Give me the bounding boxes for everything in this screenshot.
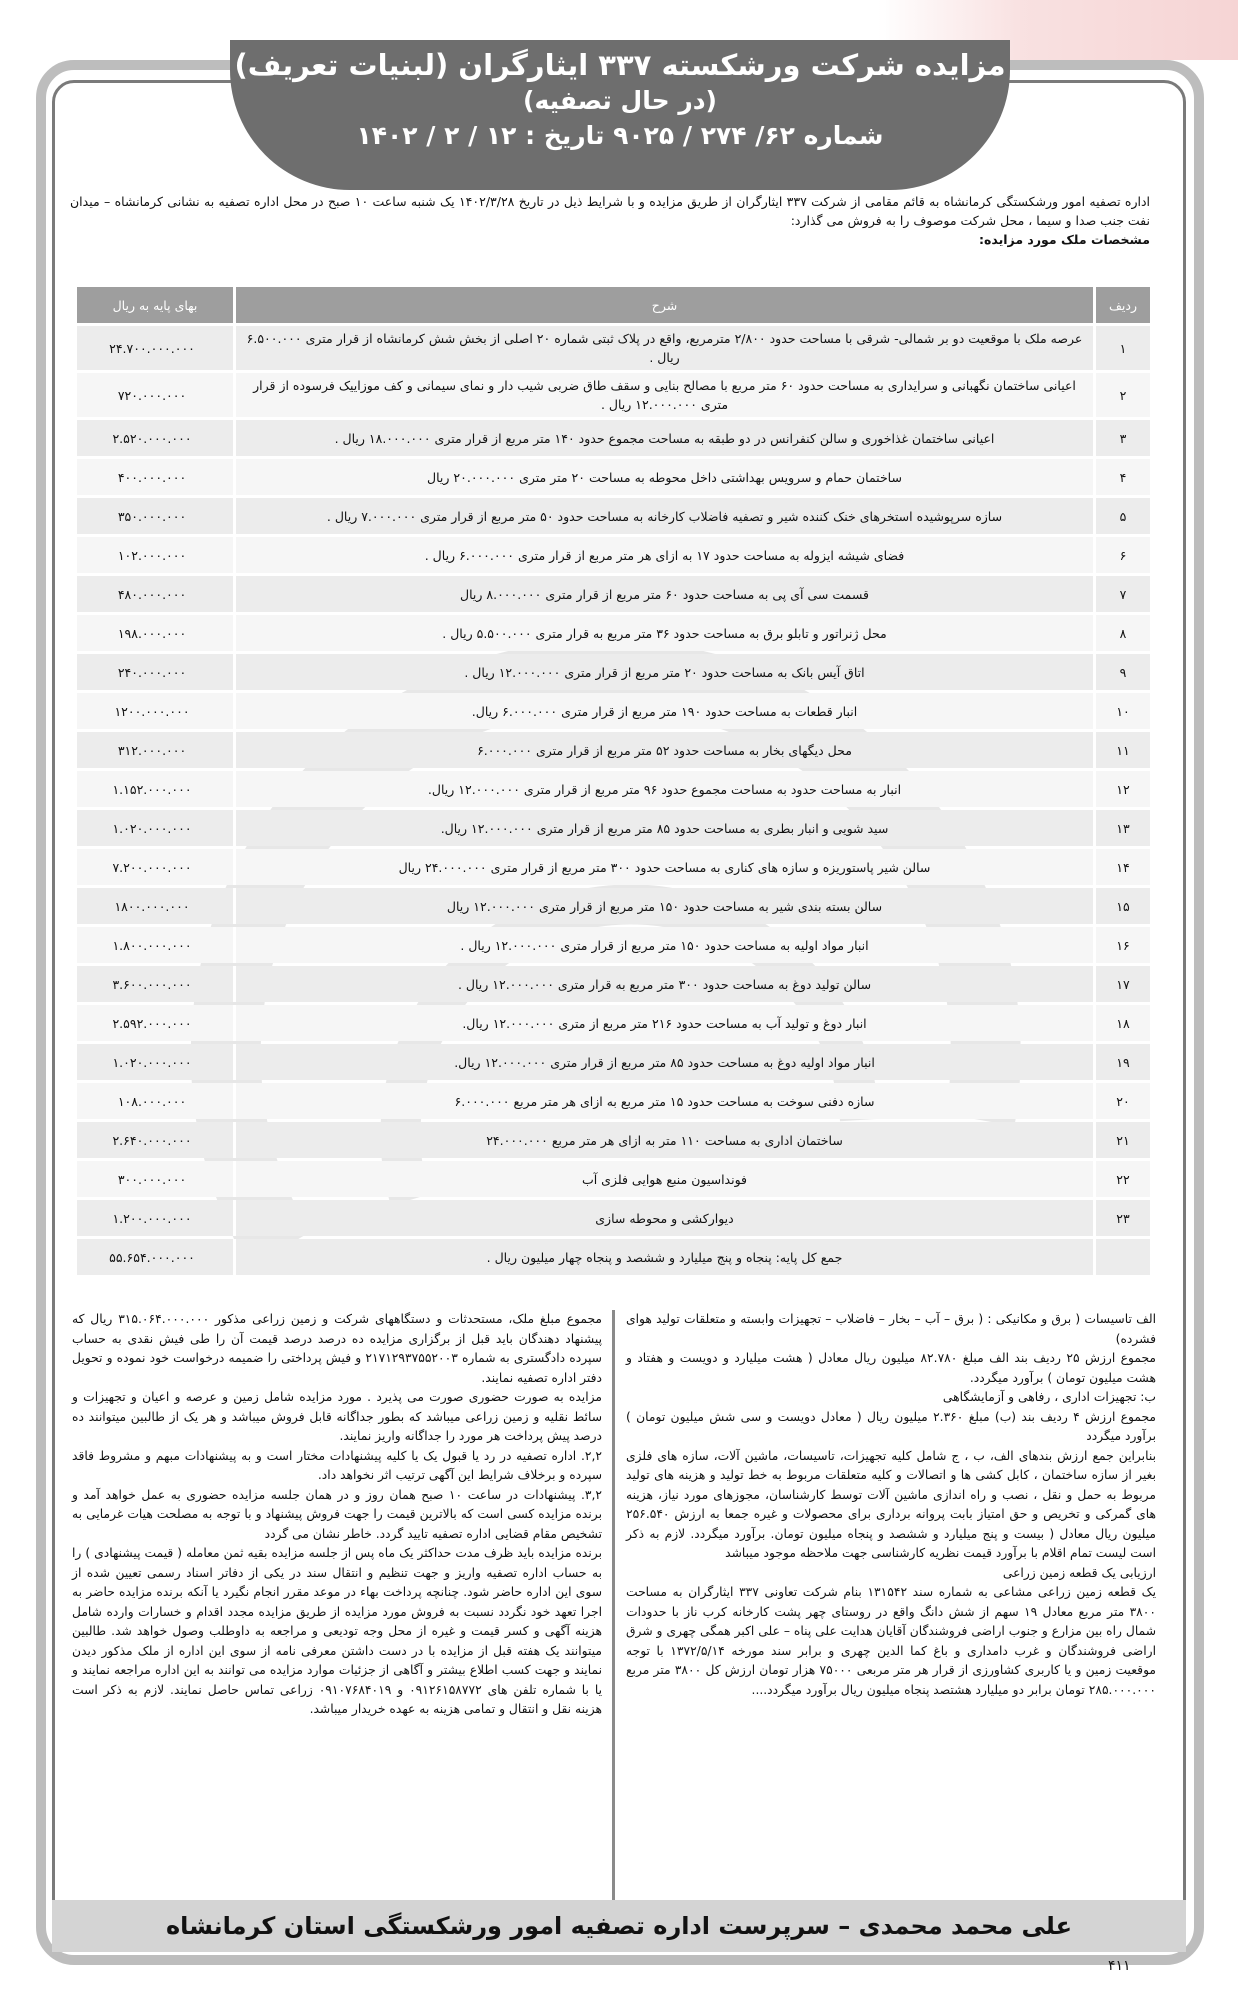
total-price: ۵۵.۶۵۴.۰۰۰.۰۰۰ bbox=[74, 1239, 233, 1275]
row-description: محل ژنراتور و تابلو برق به مساحت حدود ۳۶ متر مربع به قرار متری ۵.۵۰۰.۰۰۰ ریال . bbox=[233, 615, 1093, 651]
row-number: ۵ bbox=[1093, 498, 1150, 534]
table-row bbox=[74, 576, 1150, 612]
row-description: اعیانی ساختمان نگهبانی و سرایداری به مساحت حدود ۶۰ متر مربع با مصالح بنایی و سقف طاق ضربی شیب دار و نمای سیمانی و کف موزاییک فرسوده از قرار متری ۱۲.۰۰۰.۰۰۰ ریال . bbox=[233, 373, 1093, 417]
row-base-price: ۲۴.۷۰۰.۰۰۰.۰۰۰ bbox=[74, 326, 233, 370]
paragraph: مجموع ارزش ۲۵ ردیف بند الف مبلغ ۸۲.۷۸۰ میلیون ریال معادل ( هشت میلیارد و دویست و هفتاد و هشت میلیون تومان ) برآورد میگردد. bbox=[626, 1351, 1156, 1385]
table-row bbox=[74, 693, 1150, 729]
total-empty-cell bbox=[1093, 1239, 1150, 1275]
row-description: انبار قطعات به مساحت حدود ۱۹۰ متر مربع از قرار متری ۶.۰۰۰.۰۰۰ ریال. bbox=[233, 693, 1093, 729]
row-number: ۱ bbox=[1093, 326, 1150, 370]
row-base-price: ۱۹۸.۰۰۰.۰۰۰ bbox=[74, 615, 233, 651]
paragraph: مجموع ارزش ۴ ردیف بند (ب) مبلغ ۲.۳۶۰ میلیون ریال ( معادل دویست و سی شش میلیون تومان ) برآورد میگردد bbox=[626, 1409, 1156, 1443]
paragraph: بنابراین جمع ارزش بندهای الف، ب ، ج شامل کلیه تجهیزات، تاسیسات، ماشین آلات، سازه های فلزی بغیر از سازه ساختمان ، کابل کشی ها و اتصالات و کلیه متعلقات مربوط به خط تولید و هزینه های تولید مربوط به حمل و نقل ، نصب و راه اندازی ماشین آلات توسط کارشناسان، مجوزهای مورد نیاز، هزینه های گمرکی و تخریص و حق امتیاز بابت پروانه برداری برای محصولات و غیره جمعا به ارزش ۲۵۶.۵۴۰ میلیون ریال معادل ( بیست و پنج میلیارد و ششصد و پنجاه میلیون تومان. برآورد میگردد. لازم به ذکر است لیست تمام اقلام با برآورد قیمت نظریه کارشناسی جهت ملاحظه موجود میباشد bbox=[626, 1448, 1156, 1560]
header-base-price: بهای پایه به ریال bbox=[74, 287, 233, 323]
row-number: ۱۰ bbox=[1093, 693, 1150, 729]
row-description: قسمت سی آی پی به مساحت حدود ۶۰ متر مربع از قرار متری ۸.۰۰۰.۰۰۰ ریال bbox=[233, 576, 1093, 612]
table-row bbox=[74, 459, 1150, 495]
row-number: ۲۰ bbox=[1093, 1083, 1150, 1119]
table-row bbox=[74, 1122, 1150, 1158]
table-row bbox=[74, 1161, 1150, 1197]
row-base-price: ۱۲۰۰.۰۰۰.۰۰۰ bbox=[74, 693, 233, 729]
table-row bbox=[74, 1200, 1150, 1236]
row-number: ۲۱ bbox=[1093, 1122, 1150, 1158]
row-description: سید شویی و انبار بطری به مساحت حدود ۸۵ متر مربع از قرار متری ۱۲.۰۰۰.۰۰۰ ریال. bbox=[233, 810, 1093, 846]
row-number: ۲۲ bbox=[1093, 1161, 1150, 1197]
paragraph: مجموع مبلغ ملک، مستحدثات و دستگاههای شرکت و زمین زراعی مذکور ۳۱۵.۰۶۴.۰۰۰.۰۰۰ ریال که پیشنهاد دهندگان باید قبل از برگزاری مزایده ده درصد درصد قیمت آن را طی فیش نقدی به حساب سپرده دادگستری به شماره ۲۱۷۱۲۹۳۷۵۵۲۰۰۳ و فیش پرداختی را ضمیمه درخواست خود نموده و تحویل دفتر اداره تصفیه نمایند. bbox=[72, 1312, 602, 1385]
table-row bbox=[74, 326, 1150, 370]
column-divider bbox=[612, 1310, 615, 1900]
row-description: انبار دوغ و تولید آب به مساحت حدود ۲۱۶ متر مربع از متری ۱۲.۰۰۰.۰۰۰ ریال. bbox=[233, 1005, 1093, 1041]
row-base-price: ۲.۵۹۲.۰۰۰.۰۰۰ bbox=[74, 1005, 233, 1041]
auction-items-table bbox=[74, 284, 1150, 1278]
table-row bbox=[74, 537, 1150, 573]
paragraph: ۲,۲. اداره تصفیه در رد یا قبول یک یا کلیه پیشنهادات مختار است و به پیشنهادات مبهم و مشروط فاقد سپرده و برخلاف شرایط این آگهی ترتیب اثر نخواهد داد. bbox=[72, 1448, 602, 1482]
row-base-price: ۴۰۰.۰۰۰.۰۰۰ bbox=[74, 459, 233, 495]
table-total-row bbox=[74, 1239, 1150, 1275]
signature-band bbox=[52, 1900, 1186, 1952]
row-description: سالن شیر پاستوریزه و سازه های کناری به مساحت حدود ۳۰۰ متر مربع از قرار متری ۲۴.۰۰۰.۰۰۰ ریال bbox=[233, 849, 1093, 885]
row-description: فضای شیشه ایزوله به مساحت حدود ۱۷ به ازای هر متر مربع از قرار متری ۶.۰۰۰.۰۰۰ ریال . bbox=[233, 537, 1093, 573]
ad-title: مزایده شرکت ورشکسته ۳۳۷ ایثارگران (لبنیات تعریف) bbox=[234, 48, 1006, 82]
ad-number-date: شماره ۶۲/ ۲۷۴ / ۹۰۲۵ تاریخ : ۱۲ / ۲ / ۱۴۰۲ bbox=[356, 121, 884, 150]
row-number: ۲ bbox=[1093, 373, 1150, 417]
table-row bbox=[74, 498, 1150, 534]
paragraph: الف تاسیسات ( برق و مکانیکی : ( برق – آب – بخار – فاضلاب – تجهیزات وابسته و متعلقات تولید هوای فشرده) bbox=[626, 1312, 1156, 1346]
row-number: ۱۸ bbox=[1093, 1005, 1150, 1041]
header-row-number: ردیف bbox=[1093, 287, 1150, 323]
row-base-price: ۱.۱۵۲.۰۰۰.۰۰۰ bbox=[74, 771, 233, 807]
row-number: ۱۲ bbox=[1093, 771, 1150, 807]
row-description: انبار مواد اولیه به مساحت حدود ۱۵۰ متر مربع از قرار متری ۱۲.۰۰۰.۰۰۰ ریال . bbox=[233, 927, 1093, 963]
page-number: ۴۱۱ bbox=[1108, 1958, 1131, 1974]
row-base-price: ۲۴۰.۰۰۰.۰۰۰ bbox=[74, 654, 233, 690]
table-row bbox=[74, 927, 1150, 963]
row-number: ۳ bbox=[1093, 420, 1150, 456]
row-description: انبار مواد اولیه دوغ به مساحت حدود ۸۵ متر مربع از قرار متری ۱۲.۰۰۰.۰۰۰ ریال. bbox=[233, 1044, 1093, 1080]
row-number: ۱۱ bbox=[1093, 732, 1150, 768]
row-number: ۹ bbox=[1093, 654, 1150, 690]
row-number: ۴ bbox=[1093, 459, 1150, 495]
row-base-price: ۱۸۰۰.۰۰۰.۰۰۰ bbox=[74, 888, 233, 924]
paragraph: ۳,۲. پیشنهادات در ساعت ۱۰ صبح همان روز و در همان جلسه مزایده حضوری به عمل خواهد آمد و برنده مزایده کسی است که بالاترین قیمت را جهت فروش پیشنهاد و با توجه به مصلحت هیات غرمایی به تشخیص مقام قضایی اداره تصفیه تایید گردد. خاطر نشان می گردد bbox=[72, 1487, 602, 1541]
row-base-price: ۳۰۰.۰۰۰.۰۰۰ bbox=[74, 1161, 233, 1197]
row-description: سالن بسته بندی شیر به مساحت حدود ۱۵۰ متر مربع از قرار متری ۱۲.۰۰۰.۰۰۰ ریال bbox=[233, 888, 1093, 924]
row-base-price: ۷.۲۰۰.۰۰۰.۰۰۰ bbox=[74, 849, 233, 885]
row-number: ۱۴ bbox=[1093, 849, 1150, 885]
table-row bbox=[74, 615, 1150, 651]
paragraph: ارزیابی یک قطعه زمین زراعی bbox=[1002, 1565, 1156, 1580]
table-row bbox=[74, 888, 1150, 924]
total-description: جمع کل پایه: پنجاه و پنج میلیارد و ششصد و پنجاه چهار میلیون ریال . bbox=[233, 1239, 1093, 1275]
row-description: ساختمان حمام و سرویس بهداشتی داخل محوطه به مساحت ۲۰ متر متری ۲۰.۰۰۰.۰۰۰ ریال bbox=[233, 459, 1093, 495]
row-base-price: ۲.۵۲۰.۰۰۰.۰۰۰ bbox=[74, 420, 233, 456]
row-base-price: ۱.۲۰۰.۰۰۰.۰۰۰ bbox=[74, 1200, 233, 1236]
signature: علی محمد محمدی – سرپرست اداره تصفیه امور ورشکستگی استان کرمانشاه bbox=[166, 1912, 1072, 1940]
ad-subtitle: (در حال تصفیه) bbox=[523, 86, 717, 115]
row-base-price: ۴۸۰.۰۰۰.۰۰۰ bbox=[74, 576, 233, 612]
paragraph: مزایده به صورت حضوری صورت می پذیرد . مورد مزایده شامل زمین و عرصه و اعیان و تجهیزات و سائط نقلیه و زمین زراعی میباشد که بطور جداگانه قابل فروش میباشد و هر یک از طالبین میتوانند ده درصد پیش پرداخت هر مورد را جداگانه واریز نمایند. bbox=[72, 1390, 602, 1443]
row-base-price: ۳.۶۰۰.۰۰۰.۰۰۰ bbox=[74, 966, 233, 1002]
paragraph: ب: تجهیزات اداری ، رفاهی و آزمایشگاهی bbox=[942, 1390, 1156, 1404]
table-header-row bbox=[74, 287, 1150, 323]
row-number: ۱۶ bbox=[1093, 927, 1150, 963]
row-description: انبار به مساحت حدود به مساحت مجموع حدود ۹۶ متر مربع از قرار متری ۱۲.۰۰۰.۰۰۰ ریال. bbox=[233, 771, 1093, 807]
table-row bbox=[74, 1044, 1150, 1080]
intro-section bbox=[70, 192, 1150, 249]
row-number: ۲۳ bbox=[1093, 1200, 1150, 1236]
table-row bbox=[74, 1083, 1150, 1119]
table-row bbox=[74, 654, 1150, 690]
row-description: اعیانی ساختمان غذاخوری و سالن کنفرانس در دو طبقه به مساحت مجموع حدود ۱۴۰ متر مربع از قرار متری ۱۸.۰۰۰.۰۰۰ ریال . bbox=[233, 420, 1093, 456]
row-description: ساختمان اداری به مساحت ۱۱۰ متر به ازای هر متر مربع ۲۴.۰۰۰.۰۰۰ bbox=[233, 1122, 1093, 1158]
row-base-price: ۳۱۲.۰۰۰.۰۰۰ bbox=[74, 732, 233, 768]
row-number: ۶ bbox=[1093, 537, 1150, 573]
row-number: ۱۳ bbox=[1093, 810, 1150, 846]
table-row bbox=[74, 966, 1150, 1002]
paragraph: برنده مزایده باید ظرف مدت حداکثر یک ماه پس از جلسه مزایده بقیه ثمن معامله ( قیمت پیشنهادی ) را به حساب اداره تصفیه واریز و جهت تنظیم و انتقال سند در یکی از دفاتر اسناد رسمی تعیین شده از سوی این اداره حاضر شود. چنانچه پرداخت بهاء در موعد مقرر انجام نگیرد یا آنکه برنده مزایده حاضر به اجرا تعهد خود نگردد نسبت به فروش مورد مزایده از طریق مزایده مجدد اقدام و خسارات وارده شامل هزینه آگهی و کسر قیمت و غیره از محل وجه تودیعی و مراجعه به داوطلب وصول خواهد شد. طالبین میتوانند یک هفته قبل از مزایده با در دست داشتن معرفی نامه از سوی این اداره از ملک مذکور دیدن نمایند و جهت کسب اطلاع بیشتر و آگاهی از جزئیات موارد مزایده می توانند به این اداره مراجعه نمایند و یا با شماره تلفن های ۰۹۱۲۶۱۵۸۷۷۲ و ۰۹۱۰۷۶۸۴۰۱۹ زراعی تماس حاصل نمایند. لازم به ذکر است هزینه نقل و انتقال و تمامی هزینه به عهده خریدار میباشد. bbox=[72, 1546, 603, 1716]
row-number: ۱۹ bbox=[1093, 1044, 1150, 1080]
row-base-price: ۲.۶۴۰.۰۰۰.۰۰۰ bbox=[74, 1122, 233, 1158]
row-base-price: ۷۲۰.۰۰۰.۰۰۰ bbox=[74, 373, 233, 417]
table-row bbox=[74, 373, 1150, 417]
row-description: محل دیگهای بخار به مساحت حدود ۵۲ متر مربع از قرار متری ۶.۰۰۰.۰۰۰ bbox=[233, 732, 1093, 768]
intro-text: اداره تصفیه امور ورشکستگی کرمانشاه به قائم مقامی از شرکت ۳۳۷ ایثارگران از طریق مزایده و با شرایط ذیل در تاریخ ۱۴۰۲/۳/۲۸ یک شنبه ساعت ۱۰ صبح در محل اداره تصفیه به نشانی کرمانشاه – میدان نفت جنب صدا و سیما ، محل شرکت موصوف را به فروش می گذارد: bbox=[70, 194, 1150, 228]
right-text-column bbox=[626, 1310, 1156, 1700]
table-row bbox=[74, 771, 1150, 807]
table-row bbox=[74, 1005, 1150, 1041]
row-description: فونداسیون منبع هوایی فلزی آب bbox=[233, 1161, 1093, 1197]
table-row bbox=[74, 732, 1150, 768]
table-row bbox=[74, 420, 1150, 456]
specs-label: مشخصات ملک مورد مزایده: bbox=[978, 232, 1150, 247]
row-base-price: ۱۰۸.۰۰۰.۰۰۰ bbox=[74, 1083, 233, 1119]
row-description: دیوارکشی و محوطه سازی bbox=[233, 1200, 1093, 1236]
ad-header bbox=[230, 40, 1010, 190]
row-base-price: ۱.۸۰۰.۰۰۰.۰۰۰ bbox=[74, 927, 233, 963]
row-base-price: ۱.۰۲۰.۰۰۰.۰۰۰ bbox=[74, 810, 233, 846]
table-row bbox=[74, 810, 1150, 846]
row-description: عرصه ملک با موقعیت دو بر شمالی- شرقی با مساحت حدود ۲/۸۰۰ مترمربع، واقع در پلاک ثبتی شماره ۲۰ اصلی از بخش شش کرمانشاه از قرار متری ۶.۵۰۰.۰۰۰ ریال . bbox=[233, 326, 1093, 370]
row-number: ۱۷ bbox=[1093, 966, 1150, 1002]
row-base-price: ۱۰۲.۰۰۰.۰۰۰ bbox=[74, 537, 233, 573]
row-base-price: ۱.۰۲۰.۰۰۰.۰۰۰ bbox=[74, 1044, 233, 1080]
row-description: سازه دفنی سوخت به مساحت حدود ۱۵ متر مربع به ازای هر متر مربع ۶.۰۰۰.۰۰۰ bbox=[233, 1083, 1093, 1119]
row-base-price: ۳۵۰.۰۰۰.۰۰۰ bbox=[74, 498, 233, 534]
left-text-column bbox=[72, 1310, 602, 1720]
row-description: سازه سرپوشیده استخرهای خنک کننده شیر و تصفیه فاضلاب کارخانه به مساحت حدود ۵۰ متر مربع از قرار متری ۷.۰۰۰.۰۰۰ ریال . bbox=[233, 498, 1093, 534]
row-number: ۱۵ bbox=[1093, 888, 1150, 924]
row-description: اتاق آیس بانک به مساحت حدود ۲۰ متر مربع از قرار متری ۱۲.۰۰۰.۰۰۰ ریال . bbox=[233, 654, 1093, 690]
table-row bbox=[74, 849, 1150, 885]
header-description: شرح bbox=[233, 287, 1093, 323]
row-number: ۸ bbox=[1093, 615, 1150, 651]
row-number: ۷ bbox=[1093, 576, 1150, 612]
paragraph: یک قطعه زمین زراعی مشاعی به شماره سند ۱۳۱۵۴۲ بنام شرکت تعاونی ۳۳۷ ایثارگران به مساحت ۳۸۰۰ متر مربع معادل ۱۹ سهم از شش دانگ واقع در روستای چهر پشت کارخانه کرب ناز با حدودات شمال راه بین مزارع و جنوب اراضی فروشندگان آقایان هدایت علی پناه – علی اکبر همگی چهری و شرق اراضی فروشندگان و غرب دامداری و باغ کما الدین چهری و برابر سند مورخه ۱۳۷۲/۵/۱۴ با توجه موقعیت زمین و یا کاربری کشاورزی از قرار هر متر مربعی ۷۵۰۰۰ هزار تومان ارزش کل ۳۸۰۰ متر مربع ۲۸۵.۰۰۰.۰۰۰ تومان برابر دو میلیارد هشتصد پنجاه میلیون ریال برآورد میگردد.... bbox=[626, 1585, 1157, 1697]
row-description: سالن تولید دوغ به مساحت حدود ۳۰۰ متر مربع به قرار متری ۱۲.۰۰۰.۰۰۰ ریال . bbox=[233, 966, 1093, 1002]
